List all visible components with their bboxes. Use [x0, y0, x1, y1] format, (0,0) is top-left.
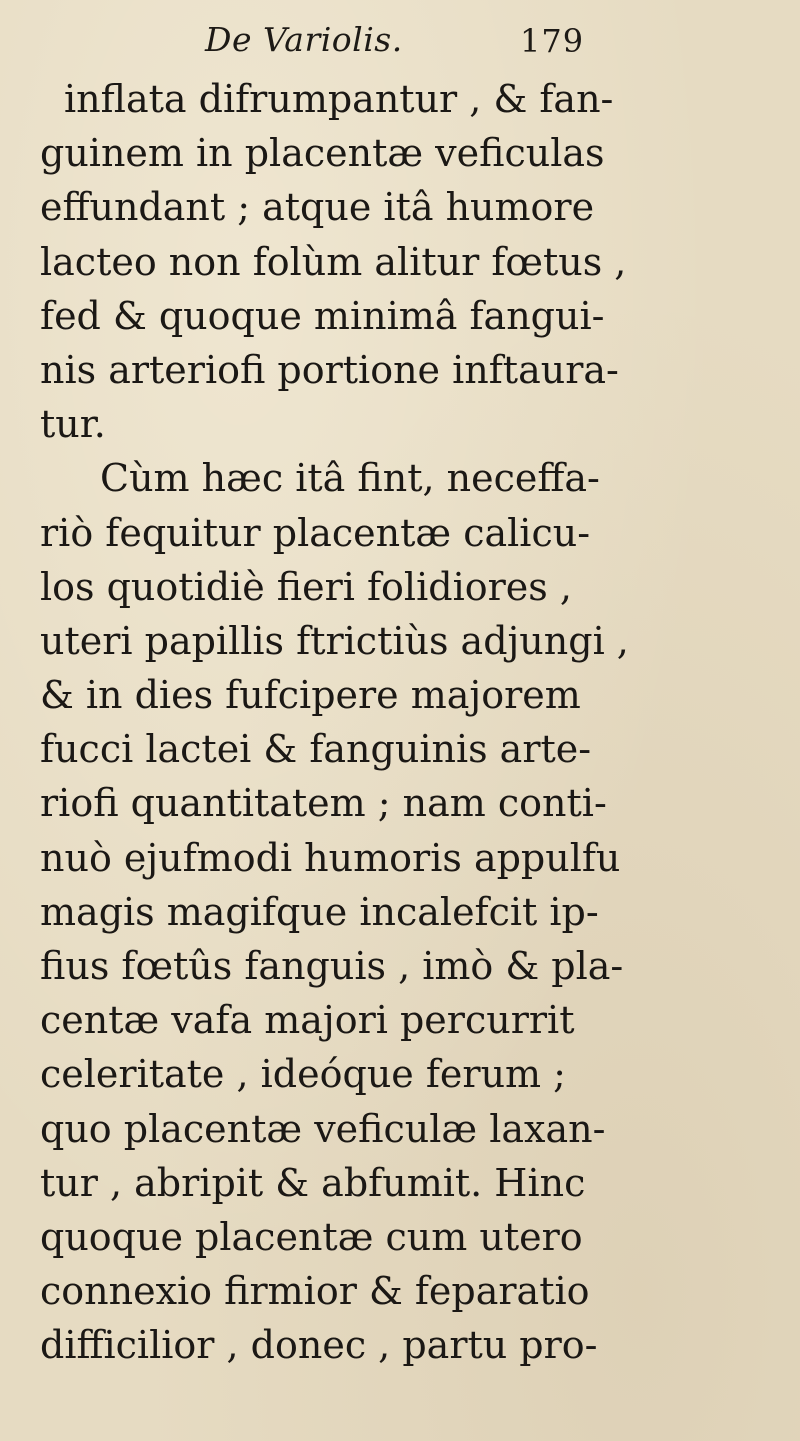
page-number: 179: [520, 22, 585, 60]
text-line: fed & quoque minimâ fangui-: [40, 293, 605, 338]
text-line: nuò ejufmodi humoris appulfu: [40, 835, 621, 880]
text-line: los quotidiè fieri folidiores ,: [40, 564, 572, 609]
page-header: [0, 20, 800, 72]
text-line: lacteo non folùm alitur fœtus ,: [40, 239, 627, 284]
text-line: centæ vafa majori percurrit: [40, 998, 575, 1043]
text-line: connexio firmior & feparatio: [40, 1269, 590, 1314]
text-line: fius fœtûs fanguis , imò & pla-: [40, 944, 624, 988]
running-title: De Variolis.: [205, 20, 403, 59]
text-line: difficilior , donec , partu pro-: [40, 1323, 598, 1368]
text-line: riò fequitur placentæ calicu-: [40, 510, 591, 555]
text-line: fucci lactei & fanguinis arte-: [40, 727, 592, 772]
text-line: nis arteriofi portione inftaura-: [40, 347, 619, 392]
text-line: Cùm hæc itâ fint, neceffa-: [100, 456, 600, 501]
text-line: magis magifque incalefcit ip-: [40, 889, 599, 934]
text-line: uteri papillis ftrictiùs adjungi ,: [40, 618, 629, 663]
body-text: [40, 72, 770, 1373]
text-line: celeritate , ideóque ferum ;: [40, 1052, 566, 1097]
text-line: guinem in placentæ veficulas: [40, 131, 605, 176]
text-line: effundant ; atque itâ humore: [40, 185, 595, 230]
text-line: riofi quantitatem ; nam conti-: [40, 781, 607, 826]
text-line: tur , abripit & abfumit. Hinc: [40, 1160, 586, 1205]
text-line: inflata difrumpantur , & fan-: [64, 77, 614, 121]
text-line: quo placentæ veficulæ laxan-: [40, 1106, 606, 1151]
text-line: tur.: [40, 402, 106, 447]
text-line: & in dies fufcipere majorem: [40, 673, 581, 718]
text-line: quoque placentæ cum utero: [40, 1214, 583, 1259]
